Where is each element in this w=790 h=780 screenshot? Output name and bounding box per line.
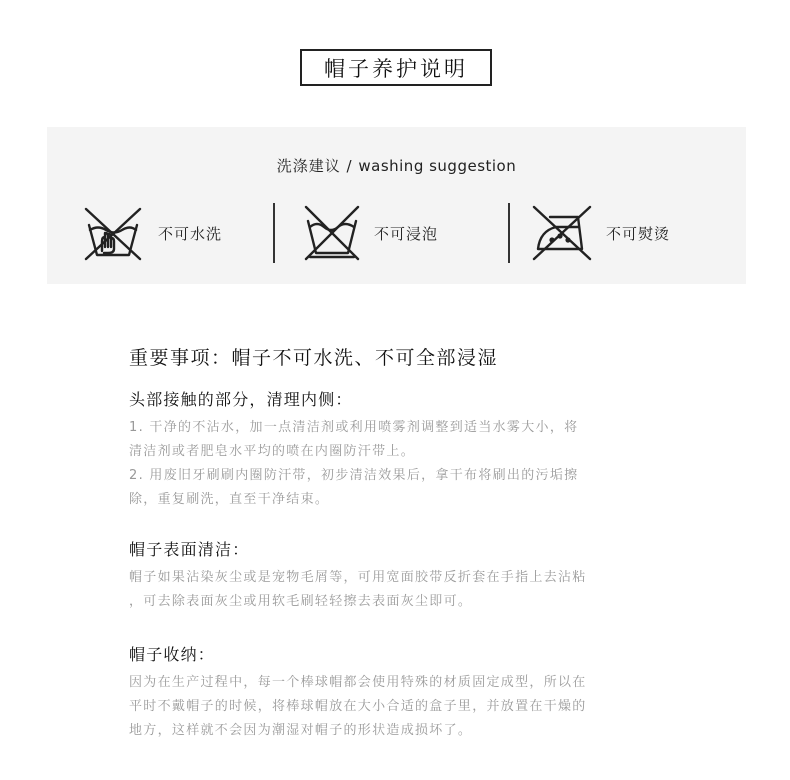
text-line: ，可去除表面灰尘或用软毛刷轻轻擦去表面灰尘即可。 [129, 594, 473, 609]
care-label-no-iron: 不可熨烫 [606, 224, 671, 243]
care-item-no-wash [80, 203, 222, 263]
washing-heading-cn: 洗涤建议 [276, 157, 341, 175]
care-label-no-wash: 不可水洗 [158, 224, 223, 243]
washing-panel [47, 127, 746, 284]
text-line: 因为在生产过程中，每一个棒球帽都会使用特殊的材质固定成型，所以在 [129, 675, 587, 690]
no-iron-icon [530, 203, 594, 263]
text-line: 清洁剂或者肥皂水平均的喷在内圈防汗带上。 [129, 444, 416, 459]
text-line: 地方，这样就不会因为潮湿对帽子的形状造成损坏了。 [129, 723, 473, 738]
washing-heading [47, 155, 746, 176]
text-line: 平时不戴帽子的时候，将棒球帽放在大小合适的盒子里，并放置在干燥的 [129, 699, 587, 714]
important-note: 重要事项：帽子不可水洗、不可全部浸湿 [129, 347, 499, 369]
section-heading-surface: 帽子表面清洁： [129, 540, 250, 559]
divider [508, 203, 510, 263]
care-item-no-iron [530, 203, 670, 263]
text-line: 帽子如果沾染灰尘或是宠物毛屑等，可用宽面胶带反折套在手指上去沾粘 [129, 570, 587, 585]
section-body-inner [129, 416, 669, 512]
page-title: 帽子养护说明 [300, 49, 492, 86]
no-wash-icon [80, 203, 146, 263]
care-label-no-soak: 不可浸泡 [374, 224, 439, 243]
text-line: 1. 干净的不沾水，加一点清洁剂或利用喷雾剂调整到适当水雾大小，将 [129, 420, 579, 435]
washing-heading-sep: / [340, 157, 359, 175]
section-body-surface [129, 566, 669, 614]
divider [273, 203, 275, 263]
no-soak-icon [302, 203, 362, 263]
care-item-no-soak [302, 203, 438, 263]
text-line: 2. 用废旧牙刷刷内圈防汗带，初步清洁效果后，拿干布将刷出的污垢擦 [129, 468, 579, 483]
section-body-storage [129, 671, 669, 743]
text-line: 除，重复刷洗，直至干净结束。 [129, 492, 330, 507]
section-heading-inner: 头部接触的部分，清理内侧： [129, 390, 353, 409]
washing-heading-en: washing suggestion [358, 157, 517, 175]
section-heading-storage: 帽子收纳： [129, 645, 216, 664]
